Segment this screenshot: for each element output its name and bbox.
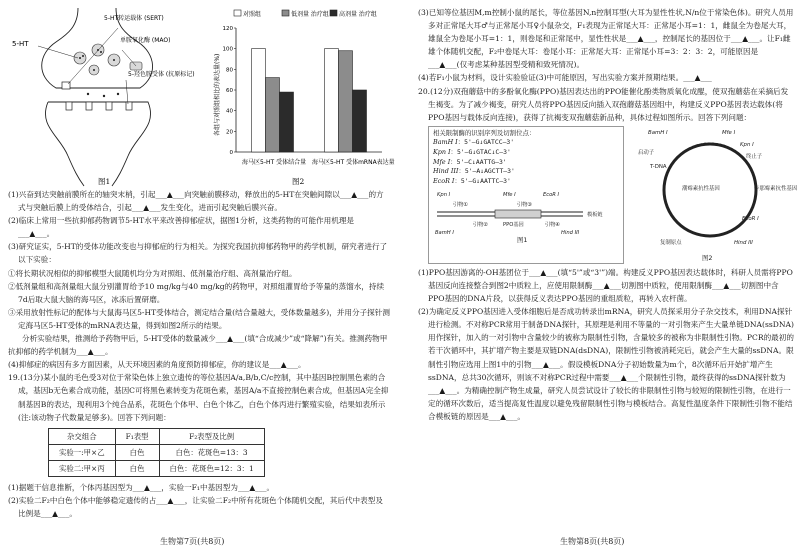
chart-bar [280, 92, 294, 152]
chart-ytick-label: 100 [222, 46, 233, 53]
footer-right: 生物第8页(共8页) [560, 537, 625, 546]
q19-intro: 19.(13分)某小鼠的毛色受3对位于常染色体上独立遗传的等位基因A/a,B/b,C/c控制，其中基因B控制黑色素的合成，基因b无色素合成功能，基因C可将黑色素转变为花斑色素，基因A/a不直接控制色素合成，但基因A完全抑制基因B的表达，现利用3个纯合品系，花斑色个体甲、白色个体乙，白色个体丙进行繁殖实验，结果如表所示(注:该动物子代数量足够多)。回答下列问题： [8, 373, 389, 422]
q20-figure-row [418, 124, 798, 266]
legend-high: 高剂量 治疗组 [339, 11, 377, 18]
table-row [49, 460, 265, 476]
enzyme-name: Mfe I [433, 157, 451, 166]
q18-3-step1: ①将长期状况相似的抑郁模型大鼠随机均分为对照组、低剂量治疗组、高剂量治疗组。 [8, 268, 297, 278]
enzyme-name: Hind III [433, 167, 459, 176]
q18-3-step3: ③采用放射性标记的配体与大鼠海马区5-HT受体结合，测定结合量(结合量越大，受体数量越多)，并用分子探针测定海马区5-HT受体的mRNA表达量，得到如图2所示的结果。 [8, 307, 390, 330]
table-cell: 白色：花斑色=12：3：1 [159, 460, 264, 476]
table-header-row [49, 428, 265, 444]
enzyme-seq: 5'—A↓AGCTT—3' [464, 167, 515, 176]
chart-ytick-label: 0 [229, 150, 233, 156]
fig2-caption-right: 图2 [702, 253, 713, 262]
q19-2: (2)实验二F₂中白色个体中能够稳定遗传的占___▲___，让实验二F₂中所有花斑色个体随机交配，其后代中表型及比例是___▲___。 [8, 496, 383, 519]
site-hind: Hind III [561, 230, 580, 237]
primer-4: 引物④ [545, 222, 561, 229]
cross-table [48, 428, 265, 477]
plasmid-diagram [630, 124, 798, 264]
label-mao: 单胺氧化酶 (MAO) [120, 37, 171, 44]
receptor-bar-chart [212, 6, 395, 188]
chart-plot-area [223, 26, 383, 156]
chart-ytick-label: 80 [226, 67, 233, 74]
q18-3-analysis: 分析实验结果，推测给予药物甲后，5-HT受体的数量减少___▲___(填“合成减少”或“降解”)有关。推测药物甲抗抑郁的药学机制为___▲___。 [8, 334, 388, 357]
enzyme-seq: 5'—C↓AATTG—3' [456, 157, 507, 166]
site-mfe: Mfe I [503, 192, 516, 199]
enzyme-row: BamH I：5'—G↓GATCC—3' [433, 138, 515, 147]
q18-2: (2)临床上常用一些抗抑郁药物调节5-HT水平来改善抑郁症状，据图1分析，这类药物的可能作用机理是___▲___。 [8, 216, 355, 239]
enzyme-name: EcoR I [433, 176, 455, 185]
site-kpn: Kpn I [437, 192, 451, 199]
fig2-caption: 图2 [292, 177, 305, 186]
enzyme-row: Kpn I：5'—G↓GTAC↓C—3' [433, 148, 511, 157]
q18-4: (4)抑郁症的病因有多方面因素，从天环境因素的角度预防抑郁症，你的建议是___▲___。 [8, 360, 306, 370]
table-header: F₁表型 [115, 428, 159, 444]
table-header: F₂表型及比例 [159, 428, 264, 444]
q18-3: (3)研究证实，5-HT的受体功能改变也与抑郁症的行为相关。为探究我国抗抑郁药物甲的药学机制，研究者进行了以下实验： [8, 242, 388, 265]
plasmid-hygromycin: 潮霉素抗性基因 [682, 185, 720, 192]
plasmid-mfe: Mfe I [722, 129, 736, 136]
site-ecor: EcoR I [543, 192, 560, 199]
q20-intro: 20.(12分)双孢蘑菇中的多酚氧化酶(PPO)基因表达出的PPO能催化酚类物质氧化成醌，使双孢蘑菇在采摘后发生褐变。为了减少褐变，研究人员将PPO基因反向插入双孢蘑菇基因组中，构建反义PPO基因表达载体(将PPO基因与载体反向连接)，获得了抗褐变双孢蘑菇新品种，具体过程如图所示。回答下列问题： [418, 86, 789, 122]
template-strand-label: 模板链 [587, 212, 603, 219]
footer-left: 生物第7页(共8页) [160, 537, 225, 546]
plasmid-kanamycin: 卡那霉素抗性基因 [754, 185, 798, 192]
enzyme-row: EcoR I：5'—G↓AATTC—3' [433, 176, 511, 185]
chart-bar [266, 78, 280, 152]
figure-row [8, 6, 395, 188]
enzyme-seq: 5'—G↓AATTC—3' [460, 176, 511, 185]
plasmid-hind: Hind III [734, 239, 753, 246]
primer-2: 引物② [473, 222, 489, 229]
plasmid-ori: 复制原点 [660, 239, 682, 246]
enzyme-seq: 5'—G↓GTAC↓C—3' [456, 148, 511, 157]
plasmid-tdna: T-DNA [650, 163, 667, 170]
chart-bar [325, 49, 339, 152]
legend-low: 低剂量 治疗组 [291, 11, 329, 18]
synapse-diagram [8, 6, 208, 188]
q18-3-step2: ②低剂量组和高剂量组大鼠分别灌胃给予10 mg/kg与40 mg/kg的药物甲，对照组灌胃给予等量的蒸馏水，持续7d后取大鼠大脑的海马区，冰冻后置研磨。 [8, 281, 385, 304]
plasmid-kpn: Kpn I [740, 141, 754, 148]
table-cell: 实验一:甲×乙 [49, 444, 116, 460]
chart-legend [234, 10, 377, 18]
enzyme-row: Mfe I：5'—C↓AATTG—3' [433, 157, 507, 166]
table-row [49, 444, 265, 460]
q19-1: (1)据题干信息推断，个体丙基因型为___▲___，实验一F₁中基因型为___▲___。 [8, 482, 275, 492]
chart-bar [252, 49, 266, 152]
fig1-caption: 图1 [98, 177, 111, 186]
plasmid-terminator: 终止子 [746, 153, 763, 160]
chart-xlabel-1: 海马区5-HT 受体mRNA表达量 [312, 159, 395, 166]
right-column [418, 6, 798, 423]
chart-ytick-label: 40 [226, 108, 233, 115]
q20-1: (1)PPO基因游离的-OH基团位于___▲___(填“5'”或“3'”)端。构建反义PPO基因表达载体时，科研人员需将PPO基因反向连接整合到图2中质粒上，应使用限制酶___▲___切割图中质粒，使用限制酶___▲___切割图中含PPO基因的DNA片段，以获得反义表达PPO基因的重组质粒，再转入农杆菌。 [418, 267, 793, 304]
chart-bar [353, 90, 367, 152]
legend-swatch-low [282, 10, 289, 16]
plasmid-promoter: 启动子 [638, 149, 655, 156]
left-column [8, 6, 395, 520]
fig1-caption-right: 图1 [517, 236, 528, 245]
q20-2: (2)为确定反义PPO基因进入受体细胞后是否成功转录出mRNA，研究人员探采用分子杂交技术，利用DNA探针进行检测。不对称PCR常用于制备DNA探针，其原理是利用不等量的一对引物来产生大量单链DNA(ssDNA)用作探针，加入的一对引物中含量较少的被称为限制性引物，含量较多的被称为非限制性引物。PCR的最初的若干次循环中，其扩增产物主要是双链DNA(dsDNA)，限制性引物被消耗完后，就会产生大量的ssDNA。限制性引物应选用上图1中的引物___▲___。假设模板DNA分子初始数量为m个，8次循环后开始扩增产生ssDNA，总共30次循环，则该不对称PCR过程中需要___▲___个限制性引物，最终获得的ssDNA探针数为___▲___。为精确控制产物生成量，研究人员尝试设计了较长的非限制性引物与较短的限制性引物，在进行一定的循环次数后，适当提高复性温度以避免残留限制性引物与模板结合。高复性温度条件下限制性引物不能结合模板链的原因是___▲___。 [418, 307, 794, 421]
label-sert: 5-HT转运载体 (SERT) [104, 15, 164, 22]
q19-3: (3)已知等位基因M,m控制小鼠的尾长，等位基因N,n控制耳型(大耳为显性性状,N/n位于常染色体)。研究人员用多对正常尾大耳♂与正常尾小耳♀小鼠杂交，F₁表现为正常尾大耳：正常尾小耳=1：1，雌鼠全为卷尾大耳，雄鼠全为卷尾小耳=1：1，则卷尾和正常尾中，显性性状是___▲___，控制尾长的基因位于___▲___。让F₁雌雄个体随机交配，F₂中卷尾大耳：卷尾小耳：正常尾大耳：正常尾小耳=3：2：3：2，可能原因是___▲___(仅考虑某种基因型受精和致死情况)。 [418, 8, 794, 70]
primer-1: 引物① [453, 202, 469, 209]
enzyme-row: Hind III：5'—A↓AGCTT—3' [433, 167, 515, 176]
q18-1: (1)兴奋到达突触前膜所在的轴突末梢，引起___▲___向突触前膜移动，释放出的5-HT在突触间隙以___▲___的方式与突触后膜上的受体结合，引起___▲___发生变化，进而引起突触后膜兴奋。 [8, 190, 384, 213]
plasmid-ecor: EcoR I [742, 215, 759, 222]
enzyme-name: BamH I [433, 138, 458, 147]
chart-ytick-label: 20 [226, 129, 233, 136]
site-bamh: BamH I [435, 230, 454, 237]
chart-ytick-label: 120 [222, 26, 233, 32]
q19-4: (4)若F₁小鼠为材料，设计实验验证(3)中可能原因，写出实验方案并预期结果。___▲___ [418, 73, 712, 83]
chart-xlabel-0: 海马区5-HT 受体结合量 [242, 159, 307, 166]
ppo-gene-map [433, 186, 619, 244]
chart-ylabel: 各组与对照组相比的表达量(%) [214, 53, 221, 136]
legend-control: 对照组 [243, 11, 262, 18]
enzyme-box [428, 126, 624, 264]
label-receptor: 5-羟色胺受体 (抗原标记) [128, 71, 195, 78]
legend-swatch-control [234, 10, 241, 16]
table-cell: 白色：花斑色=13：3 [159, 444, 264, 460]
chart-bar [339, 51, 353, 152]
enzyme-seq: 5'—G↓GATCC—3' [464, 138, 515, 147]
table-cell: 白色 [115, 460, 159, 476]
primer-3: 引物③ [517, 202, 533, 209]
table-cell: 实验二:甲×丙 [49, 460, 116, 476]
plasmid-bamh: BamH I [648, 129, 668, 136]
ppo-gene-label: PPO基因 [503, 222, 524, 229]
enzyme-box-title: 相关限制酶的识别序列及切割位点： [433, 128, 536, 137]
table-header: 杂交组合 [49, 428, 116, 444]
chart-ytick-label: 60 [226, 88, 233, 94]
legend-swatch-high [330, 10, 337, 16]
table-cell: 白色 [115, 444, 159, 460]
label-5ht: 5-HT [12, 40, 29, 48]
enzyme-name: Kpn I [433, 148, 451, 157]
